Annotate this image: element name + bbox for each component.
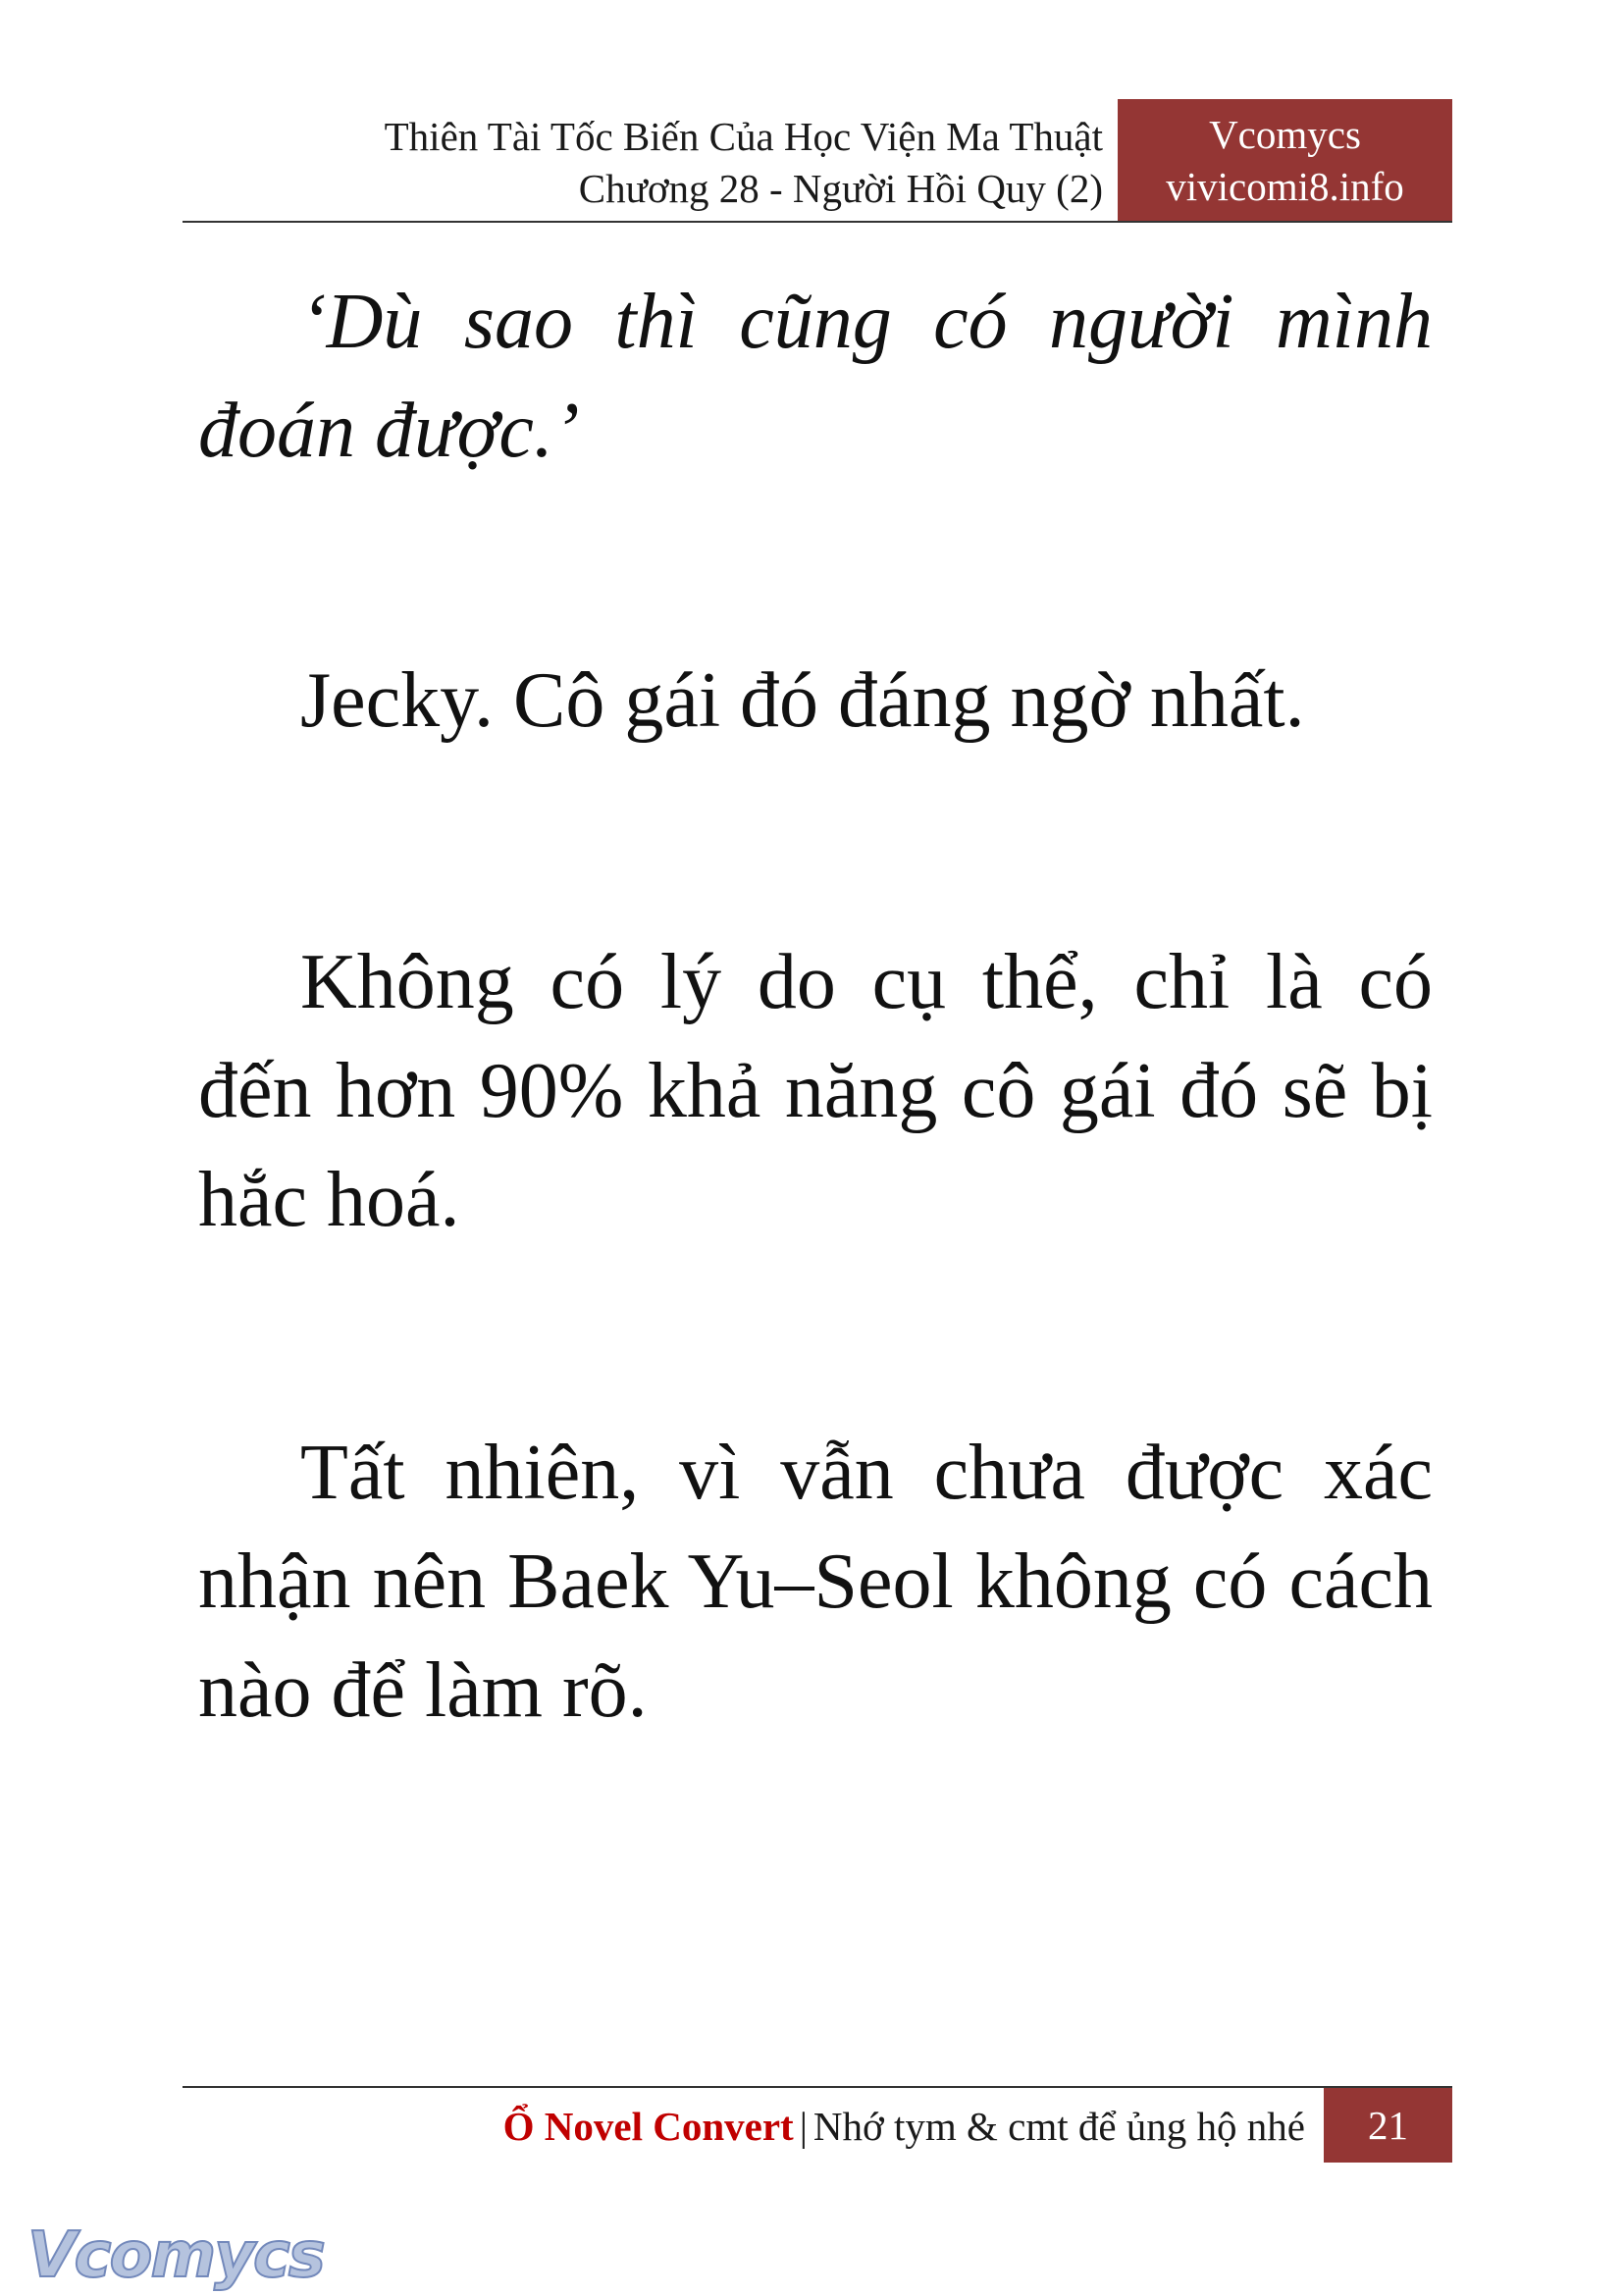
watermark-logo: Vcomycs — [27, 2219, 324, 2292]
footer-brand: Ổ Novel Convert — [502, 2104, 794, 2149]
site-url: vivicomi8.info — [1166, 164, 1404, 209]
footer-text — [503, 2102, 1305, 2151]
header-titles — [385, 111, 1103, 215]
paragraph-thought: ‘Dù sao thì cũng có người mình đoán được.’ — [198, 279, 1433, 474]
site-name: Vcomycs — [1209, 112, 1361, 157]
paragraph: Jecky. Cô gái đó đáng ngờ nhất. — [300, 657, 1305, 744]
footer-message: Nhớ tym & cmt để ủng hộ nhé — [812, 2104, 1305, 2149]
footer-separator: | — [799, 2104, 808, 2149]
book-title: Thiên Tài Tốc Biến Của Học Viện Ma Thuật — [384, 114, 1103, 159]
paragraph: Tất nhiên, vì vẫn chưa được xác nhận nên Baek Yu–Seol không có cách nào để làm rõ. — [198, 1430, 1433, 1734]
site-badge — [1118, 99, 1452, 221]
page-header — [183, 99, 1452, 223]
page-number: 21 — [1324, 2088, 1452, 2163]
page-footer — [183, 2086, 1452, 2163]
paragraph: Không có lý do cụ thể, chỉ là có đến hơn 90% khả năng cô gái đó sẽ bị hắc hoá. — [198, 939, 1433, 1243]
chapter-title: Chương 28 - Người Hồi Quy (2) — [578, 166, 1103, 211]
